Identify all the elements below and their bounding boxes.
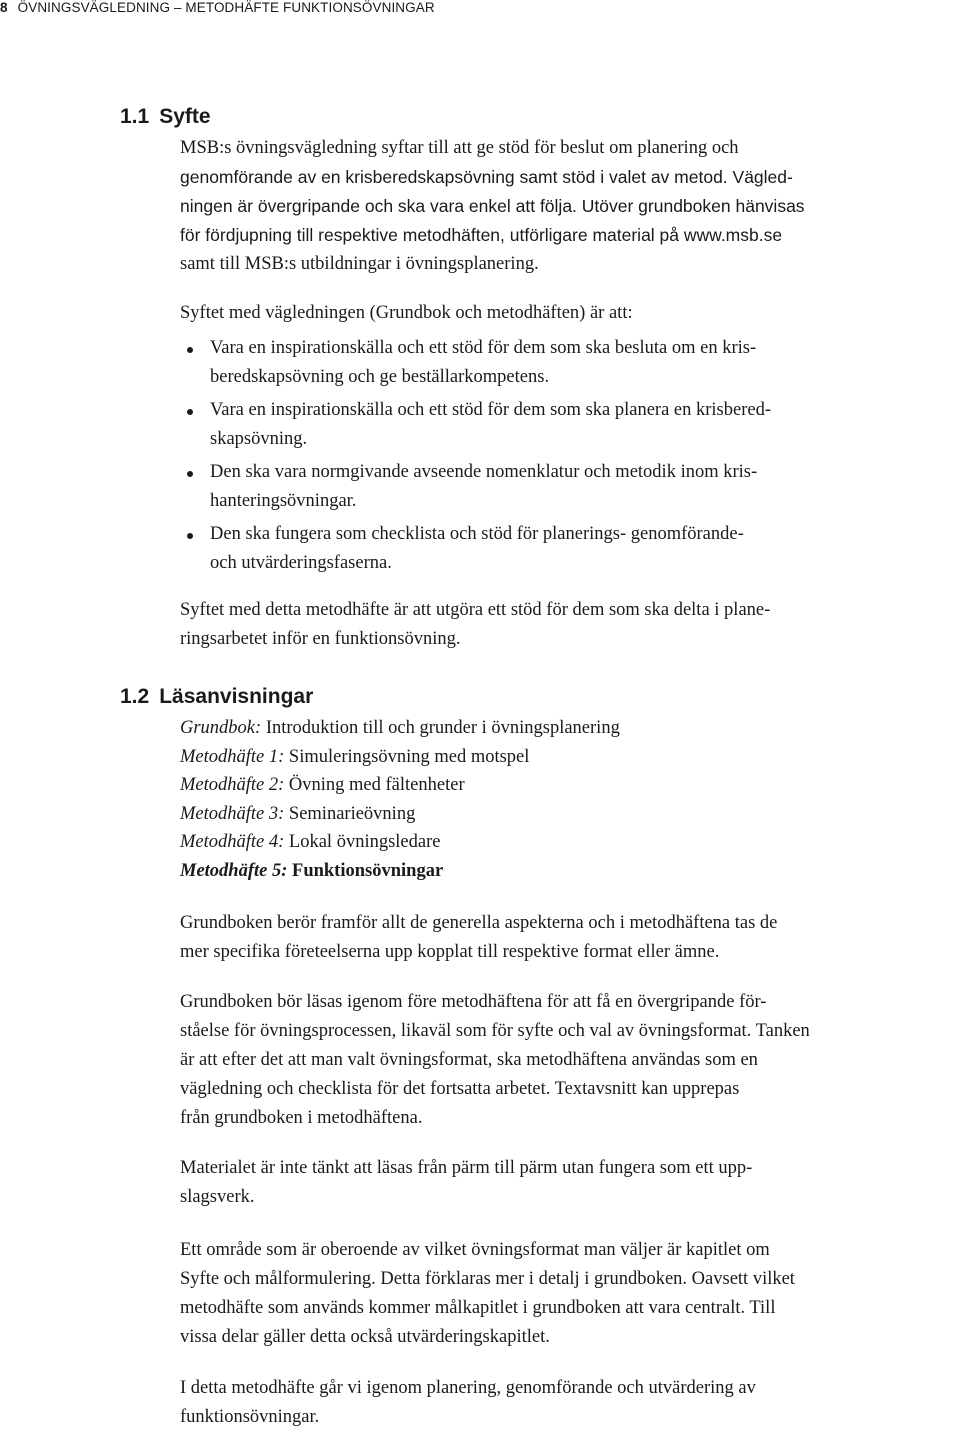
page-number: 8: [0, 0, 8, 15]
paragraph-line: samt till MSB:s utbildningar i övningsplanering.: [180, 254, 539, 274]
paragraph-line: för fördjupning till respektive metodhäften, utförligare material på www.msb.se: [180, 225, 783, 245]
paragraph-line: ståelse för övningsprocessen, likaväl som för syfte och val av övningsformat. Tanken: [180, 1021, 810, 1041]
reading-item-label: Metodhäfte 3:: [180, 803, 285, 824]
reading-list: [180, 714, 620, 885]
section-number: 1.2: [120, 685, 150, 708]
bullet-dot-icon: [187, 471, 193, 477]
reading-item-label: Metodhäfte 1:: [180, 746, 285, 767]
section-heading-syfte: [120, 105, 211, 129]
paragraph-line: Ett område som är oberoende av vilket övningsformat man väljer är kapitlet om: [180, 1240, 770, 1260]
running-title: ÖVNINGSVÄGLEDNING – METODHÄFTE FUNKTIONSÖVNINGAR: [17, 0, 435, 15]
bullet-dot-icon: [187, 533, 193, 539]
reading-item-value: Introduktion till och grunder i övningsplanering: [265, 718, 620, 738]
reading-item-label: Metodhäfte 2:: [180, 775, 285, 795]
paragraph-line: MSB:s övningsvägledning syftar till att ge stöd för beslut om planering och: [180, 138, 739, 158]
syfte-lead-line: Syftet med vägledningen (Grundbok och metodhäften) är att:: [180, 303, 633, 323]
bullet-item: [180, 520, 771, 578]
paragraph-line: vägledning och checklista för det fortsatta arbetet. Textavsnitt kan upprepas: [180, 1079, 740, 1099]
section-title: Syfte: [159, 105, 211, 128]
bullet-line: Den ska fungera som checklista och stöd för planerings- genomförande-: [210, 524, 744, 544]
reading-list-item: [180, 714, 620, 743]
paragraph-line: vissa delar gäller detta också utvärderingskapitlet.: [180, 1327, 550, 1347]
bullet-item: [180, 458, 771, 516]
paragraph-line: från grundboken i metodhäftena.: [180, 1108, 423, 1128]
paragraph-line: Materialet är inte tänkt att läsas från pärm till pärm utan fungera som ett upp-: [180, 1158, 753, 1178]
bullet-line: Den ska vara normgivande avseende nomenklatur och metodik inom kris-: [210, 462, 758, 482]
paragraph-line: funktionsövningar.: [180, 1407, 320, 1427]
reading-item-label: Grundbok:: [180, 718, 262, 738]
paragraph-line: Syftet med detta metodhäfte är att utgöra ett stöd för dem som ska delta i plane-: [180, 600, 771, 620]
bullet-line: Vara en inspirationskälla och ett stöd för dem som ska planera en krisbered-: [210, 400, 771, 420]
bullet-line: och utvärderingsfaserna.: [210, 553, 392, 573]
section-number: 1.1: [120, 105, 150, 128]
bullet-line: skapsövning.: [210, 429, 308, 449]
reading-item-label: Metodhäfte 5:: [180, 860, 288, 881]
reading-list-item: [180, 857, 620, 886]
running-header: [0, 0, 435, 15]
syfte-intro-paragraph: [180, 134, 805, 279]
reading-list-item: [180, 771, 620, 800]
reading-list-item: [180, 828, 620, 857]
lasanvisningar-paragraph-5: [180, 1374, 756, 1432]
bullet-dot-icon: [187, 409, 193, 415]
syfte-bullet-list: [180, 334, 771, 582]
paragraph-line: Syfte och målformulering. Detta förklaras mer i detalj i grundboken. Oavsett vilket: [180, 1269, 795, 1289]
paragraph-line: I detta metodhäfte går vi igenom planering, genomförande och utvärdering av: [180, 1378, 756, 1398]
section-title: Läsanvisningar: [159, 685, 314, 708]
paragraph-line: Grundboken bör läsas igenom före metodhäftena för att få en övergripande för-: [180, 992, 767, 1012]
lasanvisningar-paragraph-4: [180, 1236, 795, 1352]
bullet-line: hanteringsövningar.: [210, 491, 357, 511]
paragraph-line: mer specifika företeelserna upp kopplat till respektive format eller ämne.: [180, 942, 720, 962]
paragraph-line: genomförande av en krisberedskapsövning samt stöd i valet av metod. Vägled-: [180, 167, 793, 187]
reading-item-value: Övning med fältenheter: [288, 775, 465, 795]
reading-item-label: Metodhäfte 4:: [180, 832, 285, 852]
reading-list-item: [180, 743, 620, 772]
paragraph-line: slagsverk.: [180, 1187, 255, 1207]
paragraph-line: ningen är övergripande och ska vara enkel att följa. Utöver grundboken hänvisas: [180, 196, 805, 216]
bullet-item: [180, 334, 771, 392]
reading-list-item: [180, 800, 620, 829]
paragraph-line: Grundboken berör framför allt de generella aspekterna och i metodhäftena tas de: [180, 913, 778, 933]
lasanvisningar-paragraph-2: [180, 988, 810, 1133]
bullet-line: beredskapsövning och ge beställarkompetens.: [210, 367, 550, 387]
lasanvisningar-paragraph-3: [180, 1154, 752, 1212]
reading-item-value: Seminarieövning: [288, 803, 416, 824]
bullet-item: [180, 396, 771, 454]
paragraph-line: ringsarbetet inför en funktionsövning.: [180, 629, 461, 649]
reading-item-value: Lokal övningsledare: [288, 832, 441, 852]
syfte-lead-paragraph: [180, 299, 633, 328]
paragraph-line: är att efter det att man valt övningsformat, ska metodhäftena användas som en: [180, 1050, 758, 1070]
bullet-line: Vara en inspirationskälla och ett stöd för dem som ska besluta om en kris-: [210, 338, 757, 358]
lasanvisningar-paragraph-1: [180, 909, 777, 967]
bullet-dot-icon: [187, 347, 193, 353]
section-heading-lasanvisningar: [120, 685, 313, 709]
reading-item-value: Funktionsövningar: [292, 860, 444, 881]
syfte-closing-paragraph: [180, 596, 770, 654]
reading-item-value: Simuleringsövning med motspel: [288, 746, 530, 767]
paragraph-line: metodhäfte som används kommer målkapitlet i grundboken att vara centralt. Till: [180, 1298, 776, 1318]
